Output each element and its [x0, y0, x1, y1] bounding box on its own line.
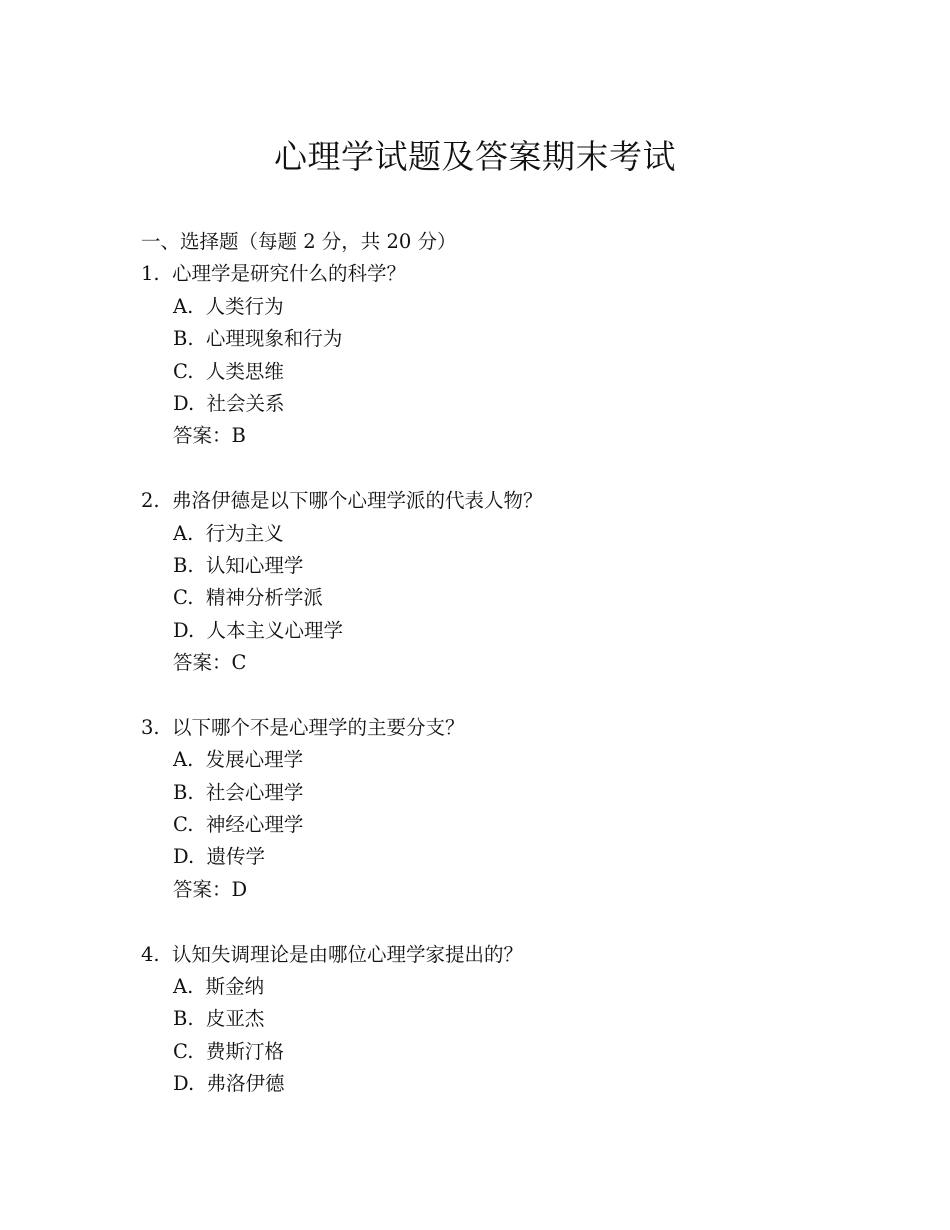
section-heading: 一、选择题（每题 2 分，共 20 分）: [141, 230, 457, 253]
document-body: [141, 226, 901, 1101]
option-d: D. 社会关系: [173, 391, 285, 415]
option-b: B. 皮亚杰: [173, 1007, 265, 1031]
question-block-4: [141, 939, 901, 1101]
option-d: D. 弗洛伊德: [173, 1072, 285, 1096]
option-d: D. 人本主义心理学: [173, 618, 344, 642]
spacer: [141, 453, 901, 485]
question-block-2: [141, 485, 901, 679]
option-c: C. 精神分析学派: [173, 586, 323, 610]
document-title: 心理学试题及答案期末考试: [274, 137, 676, 176]
option-b: B. 认知心理学: [173, 553, 304, 577]
option-a: A. 斯金纳: [173, 974, 265, 998]
option-d: D. 遗传学: [173, 845, 266, 869]
spacer: [141, 679, 901, 711]
option-a: A. 人类行为: [173, 294, 284, 318]
option-c: C. 神经心理学: [173, 813, 304, 837]
option-b: B. 社会心理学: [173, 780, 304, 804]
option-b: B. 心理现象和行为: [173, 327, 343, 351]
question-text: 2. 弗洛伊德是以下哪个心理学派的代表人物？: [141, 489, 543, 513]
option-a: A. 发展心理学: [173, 748, 304, 772]
option-a: A. 行为主义: [173, 521, 284, 545]
question-text: 4. 认知失调理论是由哪位心理学家提出的？: [141, 942, 524, 966]
spacer: [141, 906, 901, 938]
question-block-1: [141, 258, 901, 452]
answer-text: 答案：C: [173, 651, 247, 675]
question-text: 1. 心理学是研究什么的科学？: [141, 262, 407, 286]
question-block-3: [141, 712, 901, 906]
answer-text: 答案：B: [173, 424, 246, 448]
option-c: C. 人类思维: [173, 359, 284, 383]
question-text: 3. 以下哪个不是心理学的主要分支？: [141, 715, 465, 739]
option-c: C. 费斯汀格: [173, 1039, 284, 1063]
answer-text: 答案：D: [173, 877, 248, 901]
